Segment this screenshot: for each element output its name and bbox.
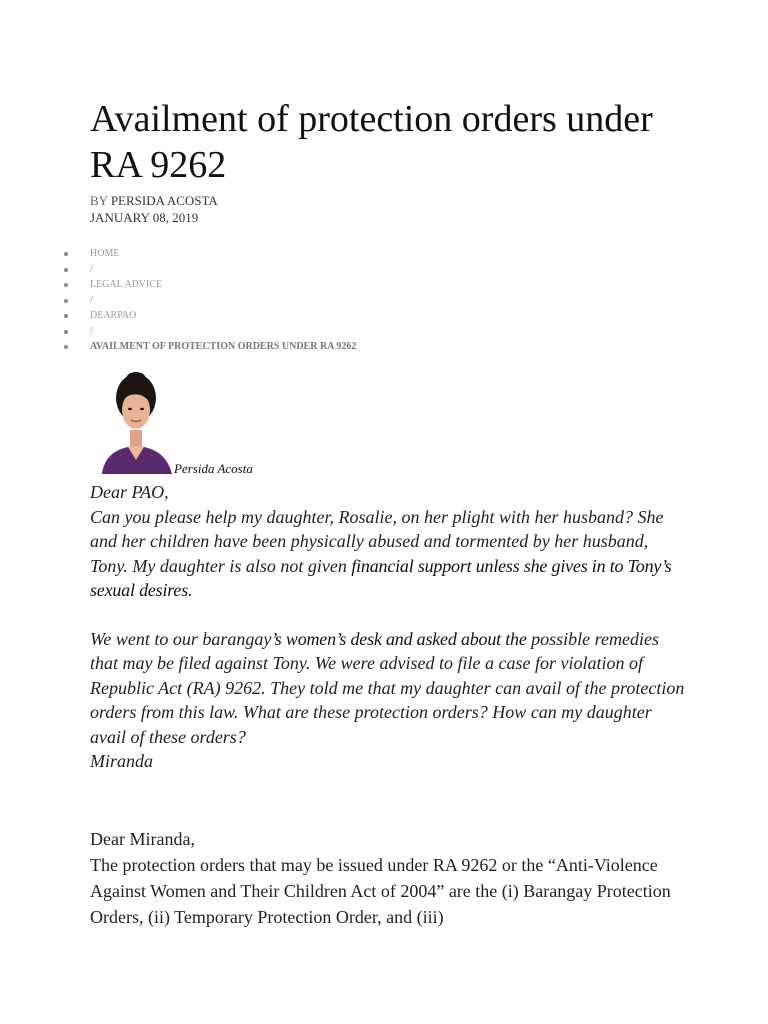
bullet-icon <box>64 299 68 303</box>
reader-letter <box>90 480 690 774</box>
breadcrumb-item-current <box>64 339 356 355</box>
separator-text: / <box>90 294 93 306</box>
article-title: Availment of protection orders under RA 9262 <box>90 98 653 186</box>
byline <box>90 193 218 209</box>
letter-paragraph-1 <box>90 505 690 603</box>
breadcrumb-separator <box>64 324 356 340</box>
breadcrumb-separator <box>64 262 356 278</box>
bullet-icon <box>64 314 68 318</box>
letter-p1-end: . <box>188 580 193 600</box>
by-label: BY <box>90 193 108 208</box>
letter-paragraph-2 <box>90 627 690 750</box>
letter-salutation: Dear PAO, <box>90 482 169 502</box>
breadcrumb-item-home <box>64 246 356 262</box>
reply-paragraph-1: The protection orders that may be issued under RA 9262 or the “Anti-Violence Against Women and Their Children Act of 2004” are the (i) Barangay Protection Orders, (ii) Temporary Protection Order, and (iii) <box>90 855 671 927</box>
letter-p2-text: possible remedies that may be filed against Tony. We were advised to file a case for violation of Republic Act (RA) 9262. They told me that my daughter can avail of the protection orders from this law. What are these protection orders? How can my daughter avail of these orders? <box>90 628 685 747</box>
bullet-icon <box>64 345 68 349</box>
separator-text: / <box>90 263 93 275</box>
breadcrumb <box>64 246 356 355</box>
breadcrumb-link-legal-advice[interactable]: LEGAL ADVICE <box>90 279 163 290</box>
publish-date: JANUARY 08, 2019 <box>90 210 199 225</box>
separator-text: / <box>90 325 93 337</box>
paragraph-gap <box>90 603 690 627</box>
pao-reply <box>90 826 690 930</box>
breadcrumb-link-dearpao[interactable]: DEARPAO <box>90 310 137 321</box>
breadcrumb-item-dearpao <box>64 308 356 324</box>
bullet-icon <box>64 268 68 272</box>
letter-p2-start: We went to our barangay <box>90 628 272 649</box>
author-link[interactable]: PERSIDA ACOSTA <box>110 193 218 208</box>
letter-signature: Miranda <box>90 751 153 771</box>
bullet-icon <box>64 283 68 287</box>
letter-p1-emphasis: financial support unless she gives in to Tony’s sexual desires <box>90 555 672 600</box>
breadcrumb-current-label: AVAILMENT OF PROTECTION ORDERS UNDER RA 9262 <box>90 341 357 352</box>
bullet-icon <box>64 252 68 256</box>
breadcrumb-separator <box>64 293 356 309</box>
breadcrumb-item-legal-advice <box>64 277 356 293</box>
bullet-icon <box>64 330 68 334</box>
author-portrait <box>98 370 174 474</box>
reply-salutation: Dear Miranda, <box>90 829 195 849</box>
photo-caption: Persida Acosta <box>174 461 253 476</box>
letter-p2-emphasis: ’s women’s desk and asked about the <box>271 628 527 649</box>
breadcrumb-link-home[interactable]: HOME <box>90 248 120 259</box>
letter-p1-text: Can you please help my daughter, Rosalie, on her plight with her husband? She and her children have been physically abused and tormented by her husband, Tony. My daughter is also not given <box>90 506 664 576</box>
